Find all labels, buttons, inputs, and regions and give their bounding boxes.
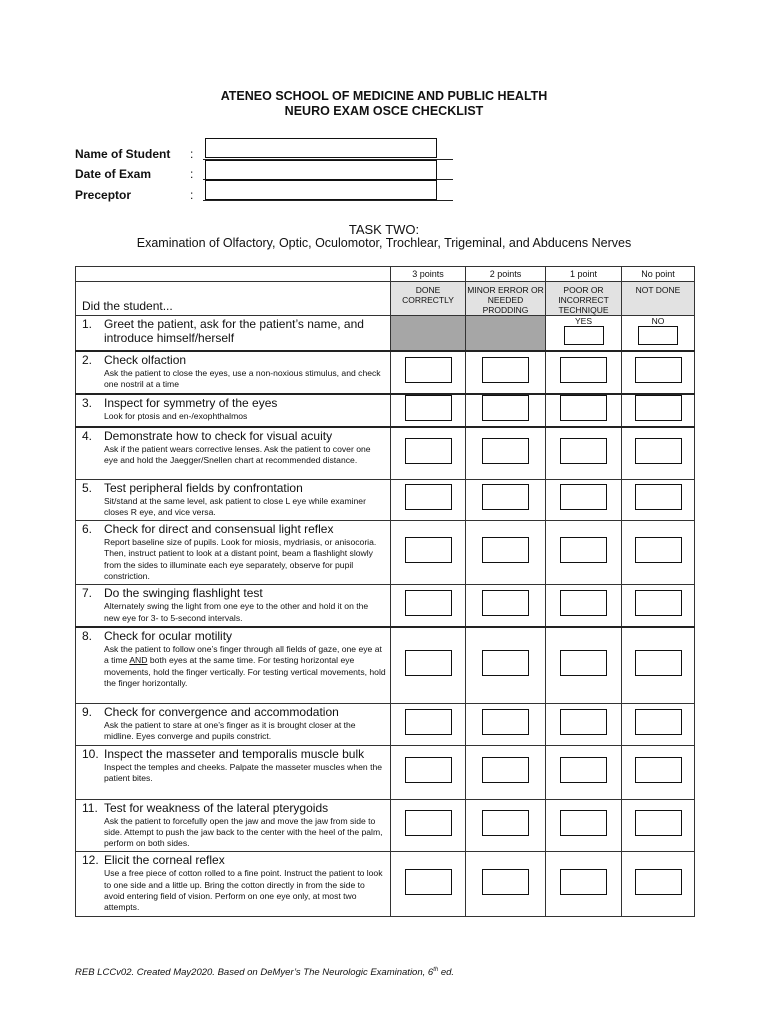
score-cell [466,479,546,521]
item-title: Inspect the masseter and temporalis muscle bulk [104,746,365,761]
item-description: Alternately swing the light from one eye to the other and hold it on the new eye for 3- to 5-second intervals. [104,601,369,623]
item-cell [76,316,391,352]
points-corner [76,267,391,282]
score-cell [546,852,622,916]
score-checkbox-3[interactable] [405,650,452,676]
score-checkbox-3[interactable] [405,590,452,616]
score-cell [466,521,546,585]
grade-done: DONE CORRECTLY [391,282,466,316]
date-label: Date of Exam [75,167,152,181]
score-checkbox-1[interactable] [560,438,607,464]
score-cell [466,585,546,627]
date-colon: : [190,167,194,181]
score-checkbox-1[interactable] [560,395,607,421]
score-checkbox-1[interactable] [560,484,607,510]
score-checkbox-0[interactable] [635,709,682,735]
item-title: Check olfaction [104,353,187,367]
item-cell [76,703,391,745]
item-cell [76,627,391,704]
item-title: Check for direct and consensual light reflex [104,522,334,537]
school-name: ATENEO SCHOOL OF MEDICINE AND PUBLIC HEALTH [220,89,548,103]
item-title: Test for weakness of the lateral pterygoids [104,800,329,815]
item-number: 6. [82,522,93,537]
footer-text: REB LCCv02. Created May2020. Based on DeMyer’s The Neurologic Examination, 6 [75,967,434,979]
score-checkbox-3[interactable] [405,709,452,735]
score-cell [466,799,546,852]
item-description: Inspect the temples and cheeks. Palpate the masseter muscles when the patient bites. [104,761,383,783]
table-row [76,521,695,585]
item-title: Check for convergence and accommodation [104,704,339,719]
score-checkbox-2[interactable] [482,357,529,383]
item-description: Sit/stand at the same level, ask patient to close L eye while examiner closes R eye, and vice versa. [104,495,366,517]
score-checkbox-0[interactable] [635,537,682,563]
yes-cell [546,316,622,352]
preceptor-colon: : [190,188,194,202]
did-label: Did the student... [82,299,173,313]
score-cell [546,745,622,799]
score-cell [546,799,622,852]
score-cell [391,585,466,627]
score-cell [546,351,622,394]
footer-superscript: th [433,967,439,973]
score-cell [391,703,466,745]
checklist-title: NEURO EXAM OSCE CHECKLIST [284,104,484,118]
score-checkbox-1[interactable] [560,590,607,616]
item-number: 2. [82,353,93,367]
score-cell [466,745,546,799]
score-cell [622,427,695,480]
table-row [76,799,695,852]
score-cell [622,799,695,852]
item-description: Ask the patient to stare at one’s finger as it is brought closer at the midline. Eyes converge and pupils constrict. [104,719,356,742]
score-checkbox-2[interactable] [482,438,529,464]
table-row [76,745,695,799]
disabled-cell [466,316,546,352]
item-number: 5. [82,480,93,495]
item-description [82,644,386,689]
item-cell [76,799,391,852]
item-number: 7. [82,586,93,601]
points-row [76,267,695,282]
preceptor-field[interactable] [205,180,437,200]
score-checkbox-1[interactable] [560,810,607,836]
item-cell [76,585,391,627]
score-cell [466,427,546,480]
score-cell [622,745,695,799]
score-cell [466,852,546,916]
grade-not-done: NOT DONE [622,282,695,316]
score-checkbox-0[interactable] [635,810,682,836]
item-number: 3. [82,395,93,410]
score-cell [391,852,466,916]
score-checkbox-2[interactable] [482,590,529,616]
score-checkbox-2[interactable] [482,810,529,836]
item-cell [76,479,391,521]
score-cell [391,479,466,521]
score-cell [546,627,622,704]
disabled-cell [391,316,466,352]
score-checkbox-0[interactable] [635,395,682,421]
score-cell [391,351,466,394]
score-cell [391,799,466,852]
score-checkbox-0[interactable] [635,590,682,616]
item-title: Demonstrate how to check for visual acuity [104,428,333,443]
score-checkbox-3[interactable] [405,869,452,895]
score-cell [466,394,546,427]
score-checkbox-3[interactable] [405,395,452,421]
item-description: Ask the patient to close the eyes, use a non-noxious stimulus, and check one nostril at a time [104,368,381,390]
score-checkbox-3[interactable] [405,537,452,563]
table-row [76,479,695,521]
item-description: Use a free piece of cotton rolled to a fine point. Instruct the patient to look to one side and a little up. Bring the cotton directly in from the side to avoid entering field of vision. Perform on one eye only, at most two attempts. [104,868,383,913]
item-cell [76,521,391,585]
item-description-part: both eyes at the same time. For testing horizontal eye movements, hold the finger vertically. For testing vertical movements, hold the finger horizontally. [104,655,386,688]
score-cell [546,479,622,521]
score-cell [622,703,695,745]
score-cell [622,521,695,585]
score-checkbox-3[interactable] [405,438,452,464]
score-checkbox-0[interactable] [635,869,682,895]
item-cell [76,745,391,799]
grade-header-row [76,282,695,316]
table-row [76,627,695,704]
footer-tail: ed. [438,967,455,979]
item-title: Inspect for symmetry of the eyes [104,395,278,410]
table-row [76,427,695,480]
points-0: No point [622,267,695,282]
score-checkbox-0[interactable] [635,438,682,464]
score-checkbox-3[interactable] [405,810,452,836]
score-cell [466,627,546,704]
item-cell [76,427,391,480]
grade-minor: MINOR ERROR OR NEEDED PRODDING [466,282,546,316]
item-cell [76,394,391,427]
item-description-part: Ask the patient to follow one’s finger through all fields of gaze, one eye at a time [104,643,382,666]
score-checkbox-1[interactable] [560,869,607,895]
checklist-table [75,266,695,917]
score-checkbox-3[interactable] [405,357,452,383]
score-checkbox-0[interactable] [635,757,682,783]
item-number: 9. [82,704,93,719]
item-number: 12. [82,853,99,868]
item-title: Test peripheral fields by confrontation [104,480,303,495]
score-checkbox-2[interactable] [482,537,529,563]
item-title: Greet the patient, ask for the patient’s name, and introduce himself/herself [104,317,364,345]
score-cell [622,627,695,704]
item-description-emphasis: AND [129,655,148,666]
score-checkbox-2[interactable] [482,395,529,421]
item-description: Report baseline size of pupils. Look for miosis, mydriasis, or anisocoria. Then, instruct patient to look at a distant point, beam a flashlight slowly from the sides to illuminate each eye separately, observe for pupil constriction. [104,537,377,582]
score-checkbox-3[interactable] [405,484,452,510]
item-title: Do the swinging flashlight test [104,586,263,601]
preceptor-underline [203,200,453,201]
item-number: 8. [82,628,93,643]
item-number: 4. [82,428,93,443]
item-description: Look for ptosis and en-/exophthalmos [104,410,248,421]
task-subtitle: Examination of Olfactory, Optic, Oculomotor, Trochlear, Trigeminal, and Abducens Nerves [136,236,632,250]
score-cell [391,521,466,585]
item-title: Check for ocular motility [104,628,233,643]
score-checkbox-0[interactable] [635,484,682,510]
score-cell [391,745,466,799]
preceptor-label: Preceptor [75,188,132,202]
score-cell [622,585,695,627]
score-cell [622,852,695,916]
score-cell [391,427,466,480]
no-cell [622,316,695,352]
score-checkbox-1[interactable] [560,757,607,783]
score-checkbox-0[interactable] [635,357,682,383]
item-title: Elicit the corneal reflex [104,853,225,868]
score-cell [546,585,622,627]
table-row [76,316,695,352]
score-cell [622,394,695,427]
item-number: 11. [82,800,98,815]
item-cell [76,351,391,394]
table-row [76,852,695,916]
item-number: 10. [82,746,99,761]
score-checkbox-1[interactable] [560,537,607,563]
table-row [76,703,695,745]
score-checkbox-2[interactable] [482,484,529,510]
table-row [76,585,695,627]
score-cell [466,703,546,745]
footer-note [75,967,454,978]
points-1: 1 point [546,267,622,282]
score-checkbox-2[interactable] [482,869,529,895]
score-checkbox-2[interactable] [482,709,529,735]
score-checkbox-2[interactable] [482,757,529,783]
score-cell [546,521,622,585]
item-cell [76,852,391,916]
score-checkbox-3[interactable] [405,757,452,783]
score-cell [622,351,695,394]
score-checkbox-1[interactable] [560,709,607,735]
table-row [76,351,695,394]
score-cell [546,427,622,480]
item-number: 1. [82,317,93,331]
score-cell [391,394,466,427]
table-row [76,394,695,427]
name-colon: : [190,147,194,161]
score-cell [391,627,466,704]
points-2: 2 points [466,267,546,282]
name-label: Name of Student [75,147,171,161]
item-description: Ask if the patient wears corrective lenses. Ask the patient to cover one eye and hold the Jaegger/Snellen chart at recommended distance. [104,443,371,465]
score-checkbox-1[interactable] [560,650,607,676]
score-cell [466,351,546,394]
score-checkbox-0[interactable] [635,650,682,676]
exam-date-field[interactable] [205,160,437,180]
yes-label: YES [574,316,592,326]
task-title: TASK TWO: [348,222,420,237]
grade-poor: POOR OR INCORRECT TECHNIQUE [546,282,622,316]
item-description: Ask the patient to forcefully open the jaw and move the jaw from side to side. Attempt to push the jaw back to the center with the heel of the palm, perform on both sides. [104,815,383,849]
score-checkbox-1[interactable] [560,357,607,383]
did-label-cell [76,282,391,316]
student-name-field[interactable] [205,138,437,158]
points-3: 3 points [391,267,466,282]
no-label: NO [651,316,665,326]
yes-checkbox[interactable] [564,326,604,345]
no-checkbox[interactable] [638,326,678,345]
score-checkbox-2[interactable] [482,650,529,676]
score-cell [546,703,622,745]
score-cell [546,394,622,427]
score-cell [622,479,695,521]
